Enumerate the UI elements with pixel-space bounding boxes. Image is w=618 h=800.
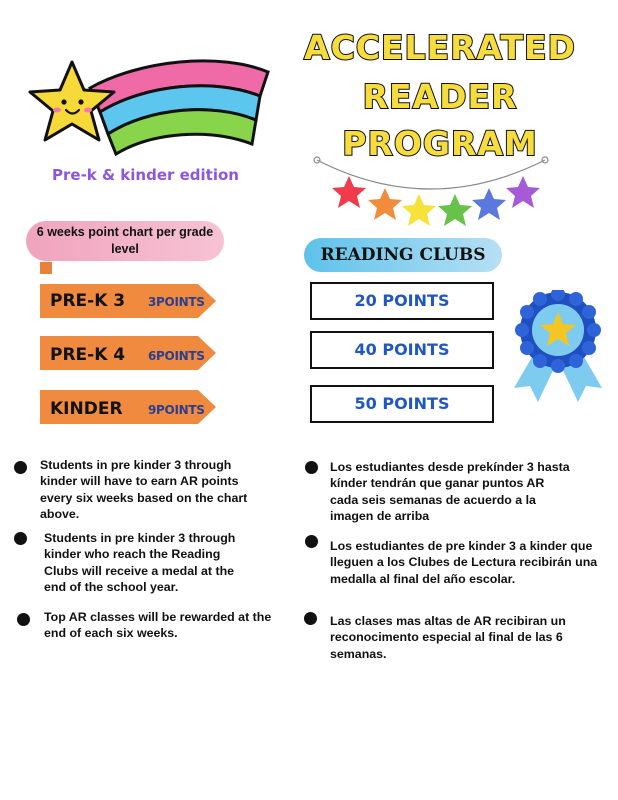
star-garland-decoration — [305, 148, 565, 238]
garland-star-icon — [332, 176, 366, 208]
spanish-bullet-2: Los estudiantes de pre kinder 3 a kinder que lleguen a los Clubes de Lectura recibirán una medalla al final del año escolar. — [330, 539, 598, 586]
subtitle: Pre-k & kinder edition — [52, 166, 239, 184]
shooting-star-illustration — [20, 50, 275, 160]
point-chart-header: 6 weeks point chart per grade level — [26, 221, 224, 261]
club-level-40: 40 POINTS — [310, 331, 494, 369]
points-label: 6POINTS — [148, 349, 205, 363]
english-bullet-3: Top AR classes will be rewarded at the end of each six weeks. — [44, 610, 272, 641]
points-label: 9POINTS — [148, 403, 205, 417]
bullet-dot — [304, 612, 317, 625]
bullet-dot — [305, 535, 318, 548]
points-label: 3POINTS — [148, 295, 205, 309]
english-bullet-2: Students in pre kinder 3 through kinder who reach the Reading Clubs will receive a medal at the end of the school year. — [44, 531, 236, 595]
grade-label: KINDER — [50, 399, 123, 419]
chart-tab — [40, 262, 52, 274]
bullet-dot — [14, 532, 27, 545]
bullet-dot — [17, 613, 30, 626]
club-level-20: 20 POINTS — [310, 282, 494, 320]
spanish-bullet-1: Los estudiantes desde prekínder 3 hasta kínder tendrán que ganar puntos AR cada seis semanas de acuerdo a la imagen de arriba — [330, 460, 570, 524]
club-level-50: 50 POINTS — [310, 385, 494, 423]
reading-clubs-header: READING CLUBS — [304, 238, 502, 272]
grade-label: PRE-K 3 — [50, 291, 126, 311]
title-line-3: PROGRAM — [342, 124, 538, 163]
title-line-2: READER — [362, 77, 518, 116]
title-line-1: ACCELERATED — [304, 28, 576, 67]
medal-icon — [506, 290, 610, 406]
spanish-bullet-3: Las clases mas altas de AR recibiran un reconocimento especial al final de las 6 semanas. — [330, 614, 566, 661]
bullet-dot — [305, 461, 318, 474]
grade-label: PRE-K 4 — [50, 345, 126, 365]
bullet-dot — [14, 461, 27, 474]
english-bullet-1: Students in pre kinder 3 through kinder will have to earn AR points every six weeks based on the chart above. — [40, 458, 248, 522]
